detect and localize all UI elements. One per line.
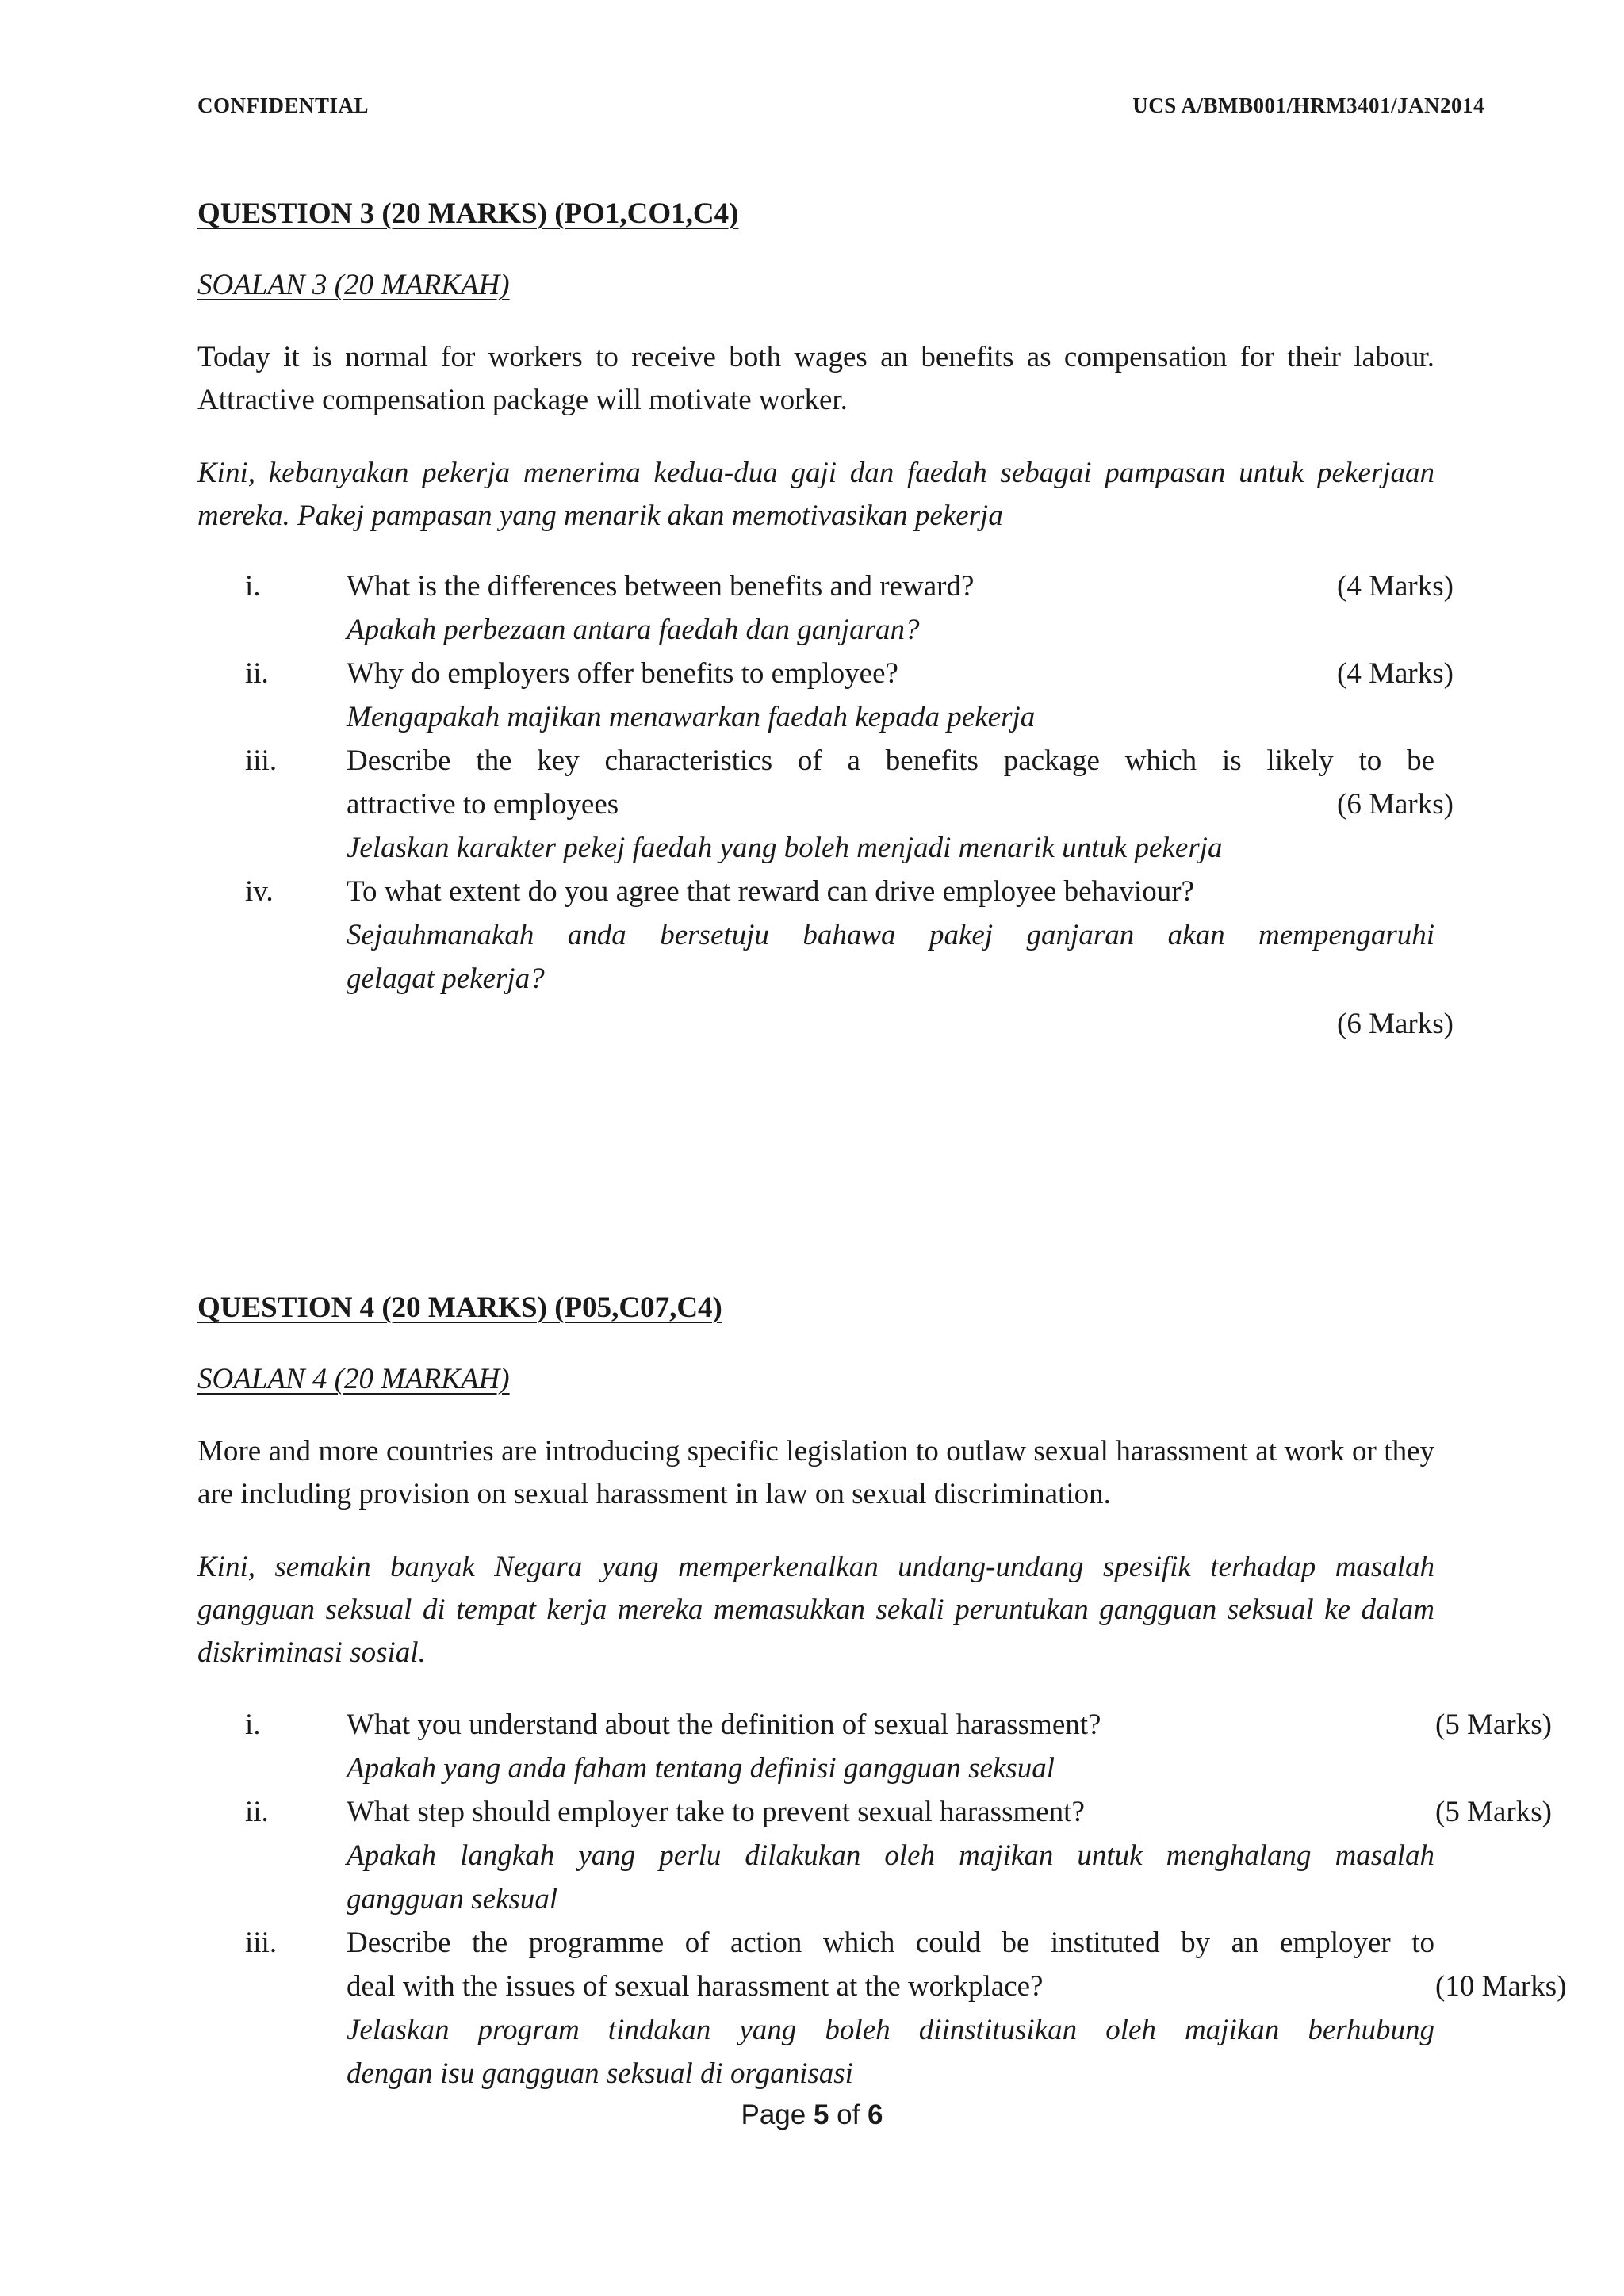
item-number: i. [245,570,261,603]
question-3-item-iii [197,739,1454,870]
question-4-intro-malay: Kini, semakin banyak Negara yang memperkenalkan undang-undang spesifik terhadap masalah gangguan seksual di tempat kerja mereka memasukkan sekali peruntukan gangguan seksual ke dalam diskriminasi sosial. [197,1551,1434,1669]
question-3-item-ii [197,652,1454,739]
question-3-intro-english: Today it is normal for workers to receive both wages an benefits as compensation for their labour. Attractive compensation package will motivate worker. [197,341,1434,416]
item-number: iv. [245,875,274,908]
item-number: ii. [245,1796,269,1828]
item-marks: (10 Marks) [1435,1970,1567,2003]
item-text: What step should employer take to prevent sexual harassment? [347,1796,1085,1828]
question-4-intro-english: More and more countries are introducing specific legislation to outlaw sexual harassment at work or they are including provision on sexual harassment in law on sexual discrimination. [197,1435,1434,1510]
question-4-title: QUESTION 4 (20 MARKS) (P05,C07,C4) [197,1292,722,1324]
page-prefix: Page [741,2099,814,2130]
item-text-malay: Apakah yang anda faham tentang definisi gangguan seksual [347,1752,1055,1785]
question-4-item-iii [197,1921,1567,2095]
item-marks: (5 Marks) [1435,1709,1552,1741]
item-text: Describe the key characteristics of a benefits package which is likely to be [347,744,1434,777]
item-number: iii. [245,744,278,777]
page-total: 6 [868,2099,883,2130]
question-4-subtitle: SOALAN 4 (20 MARKAH) [197,1363,510,1395]
item-marks: (4 Marks) [1337,657,1454,690]
item-marks: (5 Marks) [1435,1796,1552,1828]
item-text-continued: attractive to employees [347,788,619,821]
question-3-item-i [197,564,1454,652]
question-4-item-i [197,1703,1552,1790]
item-text-malay: Apakah perbezaan antara faedah dan ganjaran? [347,614,920,646]
page-of: of [829,2099,868,2130]
question-3-title: QUESTION 3 (20 MARKS) (PO1,CO1,C4) [197,197,739,230]
item-text-malay-continued: dengan isu gangguan seksual di organisasi [347,2057,853,2090]
page-current: 5 [813,2099,829,2130]
question-4-item-ii [197,1790,1552,1921]
item-text: Why do employers offer benefits to employee? [347,657,898,690]
page-number [0,2099,1624,2131]
item-text-malay-continued: gelagat pekerja? [347,962,545,995]
item-text-malay-continued: gangguan seksual [347,1883,558,1915]
item-text-malay: Jelaskan karakter pekej faedah yang boleh menjadi menarik untuk pekerja [347,832,1223,864]
item-text-malay: Jelaskan program tindakan yang boleh diinstitusikan oleh majikan berhubung [347,2014,1434,2046]
item-number: i. [245,1709,261,1741]
item-marks: (6 Marks) [1337,1008,1454,1040]
question-3-item-iv [197,870,1454,1046]
item-marks: (6 Marks) [1337,788,1454,821]
item-text: What you understand about the definition of sexual harassment? [347,1709,1101,1741]
item-marks: (4 Marks) [1337,570,1454,603]
item-text: What is the differences between benefits and reward? [347,570,975,603]
confidential-label: CONFIDENTIAL [197,94,370,117]
item-text-malay: Mengapakah majikan menawarkan faedah kepada pekerja [347,701,1036,733]
item-number: iii. [245,1927,278,1959]
question-3-intro-malay: Kini, kebanyakan pekerja menerima kedua-dua gaji dan faedah sebagai pampasan untuk pekerjaan mereka. Pakej pampasan yang menarik akan memotivasikan pekerja [197,457,1434,532]
item-text-malay: Sejauhmanakah anda bersetuju bahawa pakej ganjaran akan mempengaruhi [347,919,1434,951]
paper-code: UCS A/BMB001/HRM3401/JAN2014 [1132,94,1484,117]
item-text: To what extent do you agree that reward can drive employee behaviour? [347,875,1194,908]
item-text-continued: deal with the issues of sexual harassment at the workplace? [347,1970,1044,2003]
item-text-malay: Apakah langkah yang perlu dilakukan oleh majikan untuk menghalang masalah [347,1839,1434,1872]
question-3-subtitle: SOALAN 3 (20 MARKAH) [197,269,510,301]
item-text: Describe the programme of action which could be instituted by an employer to [347,1927,1434,1959]
item-number: ii. [245,657,269,690]
